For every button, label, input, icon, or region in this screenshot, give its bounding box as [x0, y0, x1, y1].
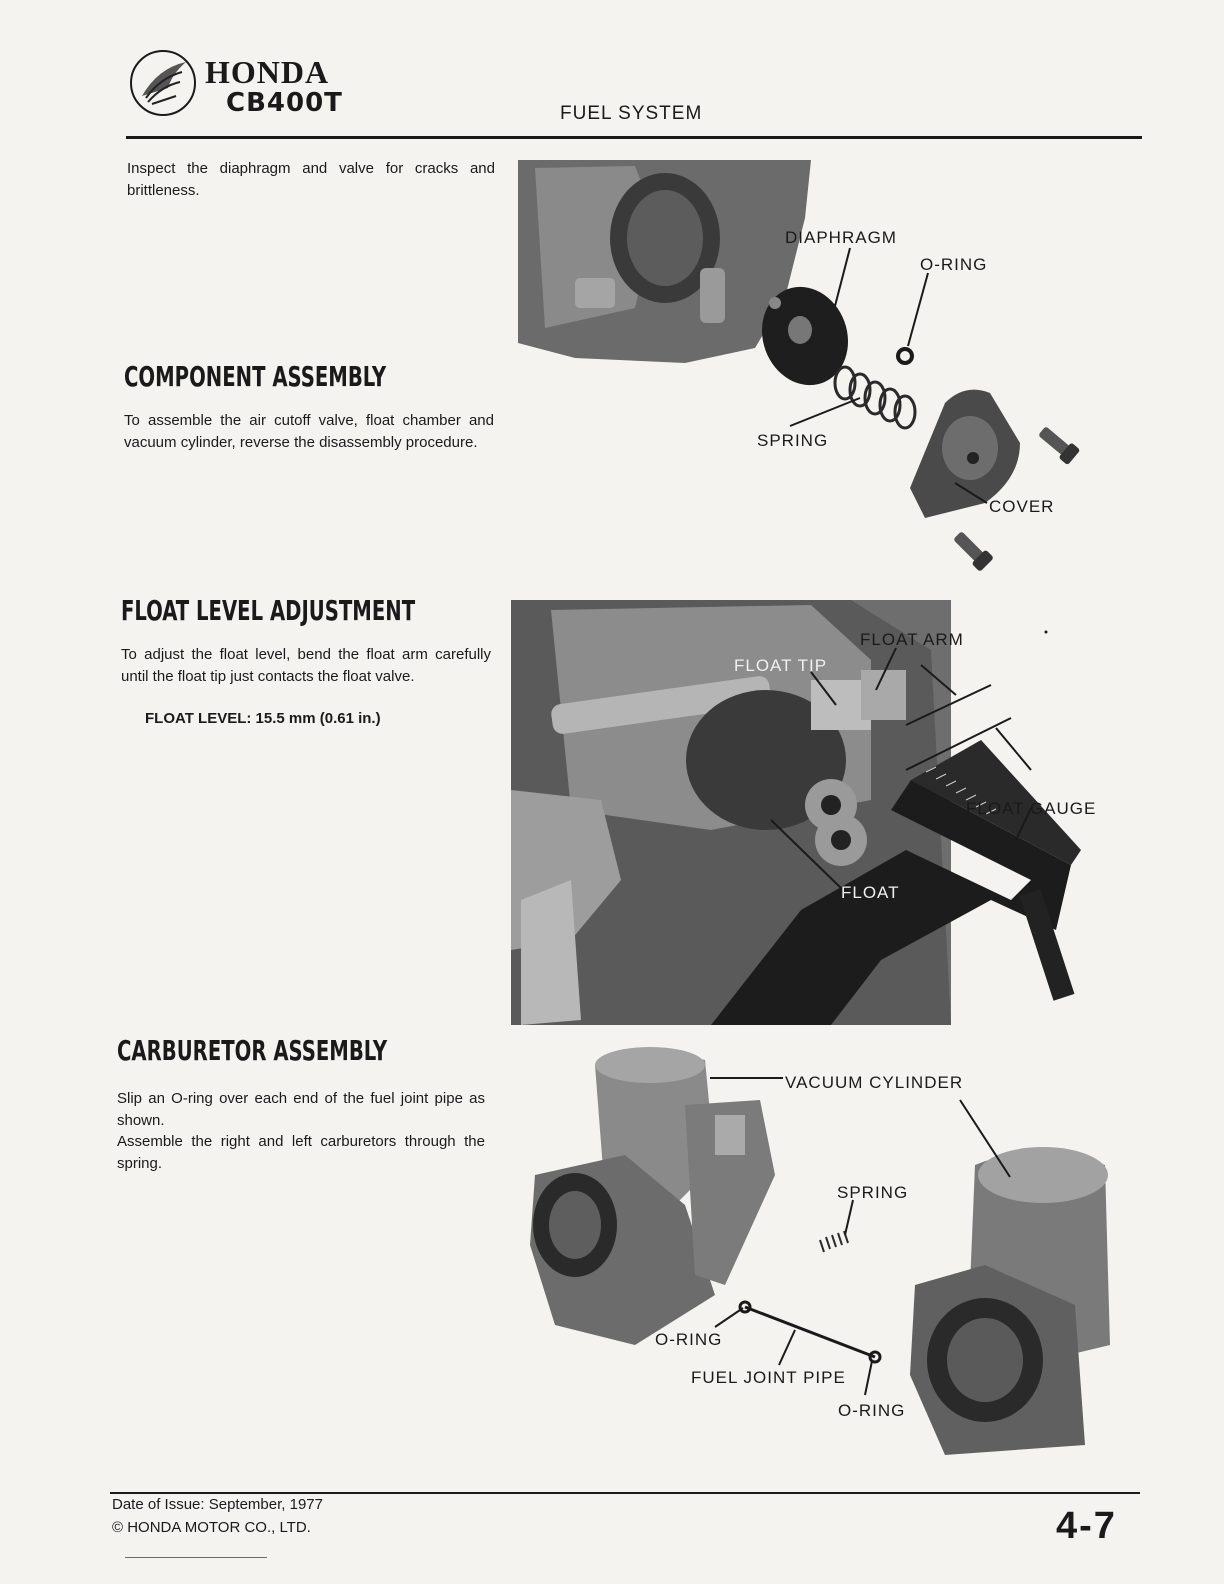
- honda-wing-logo: [128, 48, 198, 118]
- carburetor-assembly-text-2: Assemble the right and left carburetors through the spring.: [117, 1133, 485, 1172]
- float-level-spec: FLOAT LEVEL: 15.5 mm (0.61 in.): [145, 710, 381, 727]
- cover-label: COVER: [989, 497, 1055, 516]
- float-label: FLOAT: [841, 883, 900, 902]
- spring-label-2: SPRING: [837, 1183, 909, 1202]
- header-divider: [126, 136, 1142, 139]
- o-ring-label: O-RING: [920, 255, 988, 274]
- diaphragm-inspect-text: Inspect the diaphragm and valve for cracks and brittleness.: [127, 160, 495, 199]
- footer-divider: [110, 1492, 1140, 1494]
- carburetor-assembly-text-1: Slip an O-ring over each end of the fuel joint pipe as shown.: [117, 1090, 485, 1129]
- float-arm-label: FLOAT ARM: [860, 630, 964, 649]
- component-assembly-text: To assemble the air cutoff valve, float chamber and vacuum cylinder, reverse the disassembly procedure.: [124, 412, 494, 451]
- copyright: © HONDA MOTOR CO., LTD.: [112, 1519, 311, 1536]
- component-assembly-heading: COMPONENT ASSEMBLY: [124, 360, 387, 393]
- blue-underline: [125, 1557, 267, 1558]
- date-of-issue: Date of Issue: September, 1977: [112, 1496, 323, 1513]
- float-gauge-figure: [511, 600, 1111, 1025]
- brand-name: HONDA: [205, 54, 330, 90]
- float-level-text: To adjust the float level, bend the float arm carefully until the float tip just contacts the float valve.: [121, 646, 491, 685]
- diaphragm-exploded-figure: [515, 158, 1115, 578]
- float-tip-label: FLOAT TIP: [734, 656, 828, 675]
- vacuum-cylinder-label: VACUUM CYLINDER: [785, 1073, 964, 1092]
- carburetor-assembly-heading: CARBURETOR ASSEMBLY: [117, 1034, 388, 1067]
- o-ring-right-label: O-RING: [838, 1401, 906, 1420]
- spring-label: SPRING: [757, 431, 829, 450]
- fuel-joint-pipe-label: FUEL JOINT PIPE: [691, 1368, 846, 1387]
- float-level-heading: FLOAT LEVEL ADJUSTMENT: [121, 594, 416, 627]
- diaphragm-label: DIAPHRAGM: [785, 228, 897, 247]
- carburetor-assembly-figure: [515, 1045, 1120, 1465]
- o-ring-left-label: O-RING: [655, 1330, 723, 1349]
- section-title: FUEL SYSTEM: [560, 103, 703, 124]
- page-number: 4-7: [1056, 1505, 1117, 1547]
- float-gauge-label: FLOAT GAUGE: [966, 799, 1097, 818]
- model-name: CB400T: [226, 88, 343, 118]
